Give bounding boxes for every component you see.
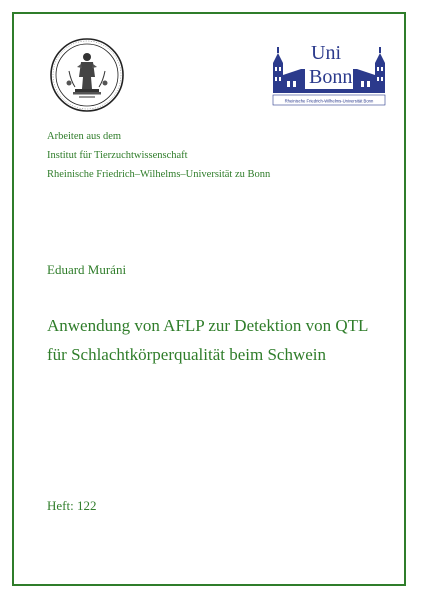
issue-number: Heft: 122 [47, 498, 97, 513]
series-line-2: Institut für Tierzuchtwissenschaft [47, 150, 188, 161]
uni-logo-text-bottom: Bonn [309, 66, 353, 88]
series-line-1: Arbeiten aus dem [47, 131, 122, 142]
author-name: Eduard Muráni [47, 262, 127, 277]
title-line-1: Anwendung von AFLP zur Detektion von QTL [47, 316, 369, 335]
uni-logo-caption: Rheinische Friedrich-Wilhelms-Universität Bonn [284, 98, 374, 104]
uni-bonn-logo-icon [271, 37, 387, 109]
uni-logo-text-top: Uni [311, 42, 341, 64]
series-line-3: Rheinische Friedrich–Wilhelms–Universität zu Bonn [47, 169, 271, 180]
title-line-2: für Schlachtkörperqualität beim Schwein [47, 345, 326, 364]
university-seal-icon [49, 37, 125, 113]
